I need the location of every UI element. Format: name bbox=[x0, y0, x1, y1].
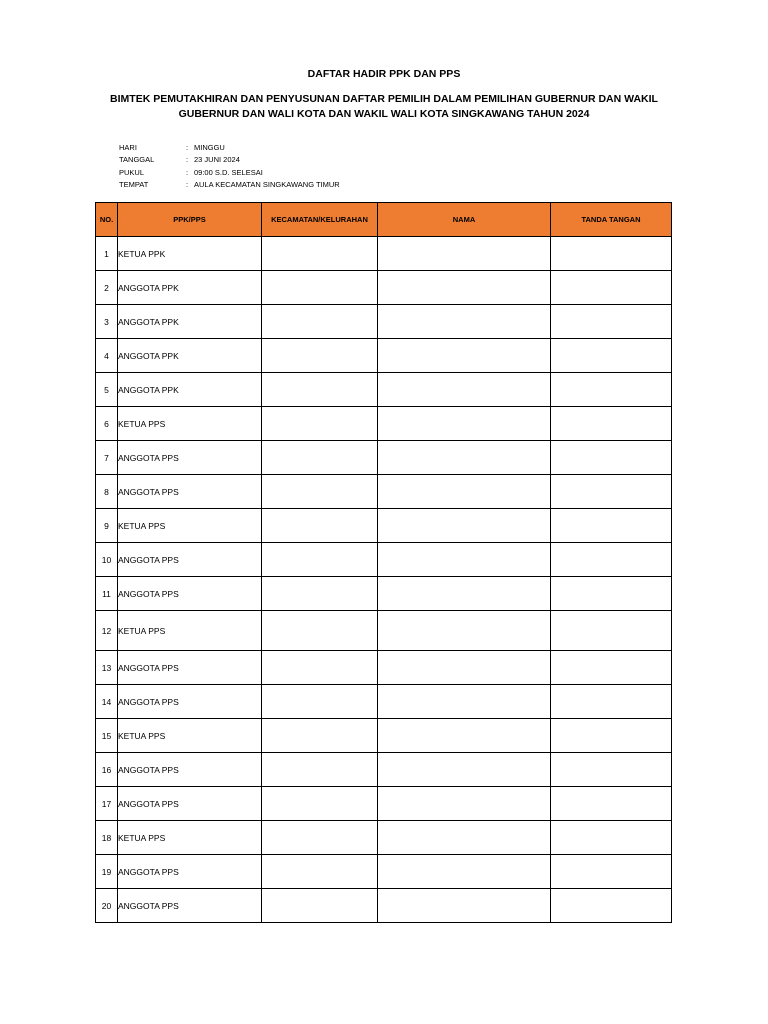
tanda-tangan-cell[interactable] bbox=[551, 685, 672, 719]
header-no: NO. bbox=[96, 203, 118, 237]
tanda-tangan-cell[interactable] bbox=[551, 651, 672, 685]
row-role: KETUA PPS bbox=[118, 719, 262, 753]
nama-cell[interactable] bbox=[378, 719, 551, 753]
tanda-tangan-cell[interactable] bbox=[551, 543, 672, 577]
row-number: 16 bbox=[96, 753, 118, 787]
row-number: 10 bbox=[96, 543, 118, 577]
nama-cell[interactable] bbox=[378, 305, 551, 339]
tanda-tangan-cell[interactable] bbox=[551, 509, 672, 543]
row-role: ANGGOTA PPS bbox=[118, 441, 262, 475]
table-row bbox=[96, 577, 672, 611]
nama-cell[interactable] bbox=[378, 855, 551, 889]
document-subtitle bbox=[100, 92, 668, 122]
row-role: KETUA PPS bbox=[118, 821, 262, 855]
tanda-tangan-cell[interactable] bbox=[551, 271, 672, 305]
header-nama: NAMA bbox=[378, 203, 551, 237]
info-colon: : bbox=[186, 167, 189, 177]
tanda-tangan-cell[interactable] bbox=[551, 237, 672, 271]
subtitle-line-1: BIMTEK PEMUTAKHIRAN DAN PENYUSUNAN DAFTAR PEMILIH DALAM PEMILIHAN GUBERNUR DAN WAKIL bbox=[110, 93, 658, 105]
tanda-tangan-cell[interactable] bbox=[551, 475, 672, 509]
header-kecamatan-kelurahan: KECAMATAN/KELURAHAN bbox=[262, 203, 378, 237]
nama-cell[interactable] bbox=[378, 787, 551, 821]
kecamatan-kelurahan-cell[interactable] bbox=[262, 237, 378, 271]
table-row bbox=[96, 509, 672, 543]
kecamatan-kelurahan-cell[interactable] bbox=[262, 475, 378, 509]
kecamatan-kelurahan-cell[interactable] bbox=[262, 305, 378, 339]
row-number: 9 bbox=[96, 509, 118, 543]
tanda-tangan-cell[interactable] bbox=[551, 821, 672, 855]
table-row bbox=[96, 753, 672, 787]
table-row bbox=[96, 889, 672, 923]
info-row-tanggal bbox=[119, 154, 340, 167]
nama-cell[interactable] bbox=[378, 475, 551, 509]
row-role: ANGGOTA PPK bbox=[118, 305, 262, 339]
row-number: 15 bbox=[96, 719, 118, 753]
kecamatan-kelurahan-cell[interactable] bbox=[262, 373, 378, 407]
table-row bbox=[96, 271, 672, 305]
kecamatan-kelurahan-cell[interactable] bbox=[262, 889, 378, 923]
row-number: 5 bbox=[96, 373, 118, 407]
row-number: 6 bbox=[96, 407, 118, 441]
nama-cell[interactable] bbox=[378, 753, 551, 787]
attendance-table bbox=[95, 202, 672, 923]
info-value: AULA KECAMATAN SINGKAWANG TIMUR bbox=[194, 180, 340, 190]
tanda-tangan-cell[interactable] bbox=[551, 889, 672, 923]
tanda-tangan-cell[interactable] bbox=[551, 339, 672, 373]
info-label: TEMPAT bbox=[119, 180, 149, 190]
nama-cell[interactable] bbox=[378, 407, 551, 441]
tanda-tangan-cell[interactable] bbox=[551, 753, 672, 787]
nama-cell[interactable] bbox=[378, 685, 551, 719]
table-row bbox=[96, 611, 672, 651]
table-row bbox=[96, 339, 672, 373]
kecamatan-kelurahan-cell[interactable] bbox=[262, 753, 378, 787]
row-role: KETUA PPS bbox=[118, 509, 262, 543]
tanda-tangan-cell[interactable] bbox=[551, 855, 672, 889]
row-number: 1 bbox=[96, 237, 118, 271]
info-row-tempat bbox=[119, 179, 340, 192]
header-tanda-tangan: TANDA TANGAN bbox=[551, 203, 672, 237]
row-number: 14 bbox=[96, 685, 118, 719]
table-row bbox=[96, 373, 672, 407]
info-colon: : bbox=[186, 155, 189, 165]
nama-cell[interactable] bbox=[378, 651, 551, 685]
kecamatan-kelurahan-cell[interactable] bbox=[262, 339, 378, 373]
kecamatan-kelurahan-cell[interactable] bbox=[262, 685, 378, 719]
info-value: 09:00 S.D. SELESAI bbox=[194, 167, 263, 177]
nama-cell[interactable] bbox=[378, 441, 551, 475]
table-row bbox=[96, 237, 672, 271]
kecamatan-kelurahan-cell[interactable] bbox=[262, 271, 378, 305]
table-row bbox=[96, 305, 672, 339]
event-info bbox=[119, 141, 340, 191]
row-role: KETUA PPK bbox=[118, 237, 262, 271]
tanda-tangan-cell[interactable] bbox=[551, 373, 672, 407]
kecamatan-kelurahan-cell[interactable] bbox=[262, 407, 378, 441]
kecamatan-kelurahan-cell[interactable] bbox=[262, 855, 378, 889]
info-label: TANGGAL bbox=[119, 155, 155, 165]
info-value: 23 JUNI 2024 bbox=[194, 155, 240, 165]
row-role: ANGGOTA PPS bbox=[118, 685, 262, 719]
nama-cell[interactable] bbox=[378, 577, 551, 611]
kecamatan-kelurahan-cell[interactable] bbox=[262, 787, 378, 821]
kecamatan-kelurahan-cell[interactable] bbox=[262, 611, 378, 651]
row-number: 20 bbox=[96, 889, 118, 923]
document-title: DAFTAR HADIR PPK DAN PPS bbox=[307, 68, 461, 80]
table-row bbox=[96, 821, 672, 855]
row-role: ANGGOTA PPK bbox=[118, 373, 262, 407]
info-colon: : bbox=[186, 180, 189, 190]
nama-cell[interactable] bbox=[378, 821, 551, 855]
table-body bbox=[96, 237, 672, 923]
tanda-tangan-cell[interactable] bbox=[551, 577, 672, 611]
tanda-tangan-cell[interactable] bbox=[551, 305, 672, 339]
row-role: ANGGOTA PPS bbox=[118, 543, 262, 577]
kecamatan-kelurahan-cell[interactable] bbox=[262, 543, 378, 577]
row-role: KETUA PPS bbox=[118, 407, 262, 441]
row-role: ANGGOTA PPS bbox=[118, 753, 262, 787]
row-number: 19 bbox=[96, 855, 118, 889]
row-number: 13 bbox=[96, 651, 118, 685]
table-row bbox=[96, 855, 672, 889]
kecamatan-kelurahan-cell[interactable] bbox=[262, 821, 378, 855]
info-colon: : bbox=[186, 142, 189, 152]
row-role: ANGGOTA PPS bbox=[118, 855, 262, 889]
table-header-row bbox=[96, 203, 672, 237]
row-number: 12 bbox=[96, 611, 118, 651]
info-value: MINGGU bbox=[194, 142, 225, 152]
info-label: HARI bbox=[119, 142, 137, 152]
row-role: KETUA PPS bbox=[118, 611, 262, 651]
nama-cell[interactable] bbox=[378, 339, 551, 373]
row-number: 7 bbox=[96, 441, 118, 475]
nama-cell[interactable] bbox=[378, 543, 551, 577]
row-number: 11 bbox=[96, 577, 118, 611]
row-number: 17 bbox=[96, 787, 118, 821]
row-number: 18 bbox=[96, 821, 118, 855]
kecamatan-kelurahan-cell[interactable] bbox=[262, 651, 378, 685]
nama-cell[interactable] bbox=[378, 373, 551, 407]
tanda-tangan-cell[interactable] bbox=[551, 611, 672, 651]
table-row bbox=[96, 787, 672, 821]
kecamatan-kelurahan-cell[interactable] bbox=[262, 509, 378, 543]
tanda-tangan-cell[interactable] bbox=[551, 407, 672, 441]
row-number: 4 bbox=[96, 339, 118, 373]
row-role: ANGGOTA PPS bbox=[118, 577, 262, 611]
kecamatan-kelurahan-cell[interactable] bbox=[262, 441, 378, 475]
table-row bbox=[96, 407, 672, 441]
nama-cell[interactable] bbox=[378, 237, 551, 271]
row-role: ANGGOTA PPK bbox=[118, 339, 262, 373]
nama-cell[interactable] bbox=[378, 611, 551, 651]
table-row bbox=[96, 543, 672, 577]
row-number: 2 bbox=[96, 271, 118, 305]
tanda-tangan-cell[interactable] bbox=[551, 719, 672, 753]
row-role: ANGGOTA PPK bbox=[118, 271, 262, 305]
table-row bbox=[96, 475, 672, 509]
table-row bbox=[96, 719, 672, 753]
row-role: ANGGOTA PPS bbox=[118, 787, 262, 821]
tanda-tangan-cell[interactable] bbox=[551, 441, 672, 475]
row-role: ANGGOTA PPS bbox=[118, 475, 262, 509]
nama-cell[interactable] bbox=[378, 889, 551, 923]
tanda-tangan-cell[interactable] bbox=[551, 787, 672, 821]
nama-cell[interactable] bbox=[378, 509, 551, 543]
kecamatan-kelurahan-cell[interactable] bbox=[262, 577, 378, 611]
subtitle-line-2: GUBERNUR DAN WALI KOTA DAN WAKIL WALI KOTA SINGKAWANG TAHUN 2024 bbox=[178, 108, 590, 120]
table-row bbox=[96, 685, 672, 719]
row-number: 8 bbox=[96, 475, 118, 509]
table-row bbox=[96, 651, 672, 685]
header-ppk-pps: PPK/PPS bbox=[118, 203, 262, 237]
table-row bbox=[96, 441, 672, 475]
nama-cell[interactable] bbox=[378, 271, 551, 305]
info-row-hari bbox=[119, 141, 340, 154]
row-number: 3 bbox=[96, 305, 118, 339]
row-role: ANGGOTA PPS bbox=[118, 651, 262, 685]
kecamatan-kelurahan-cell[interactable] bbox=[262, 719, 378, 753]
info-row-pukul bbox=[119, 166, 340, 179]
row-role: ANGGOTA PPS bbox=[118, 889, 262, 923]
info-label: PUKUL bbox=[119, 167, 145, 177]
